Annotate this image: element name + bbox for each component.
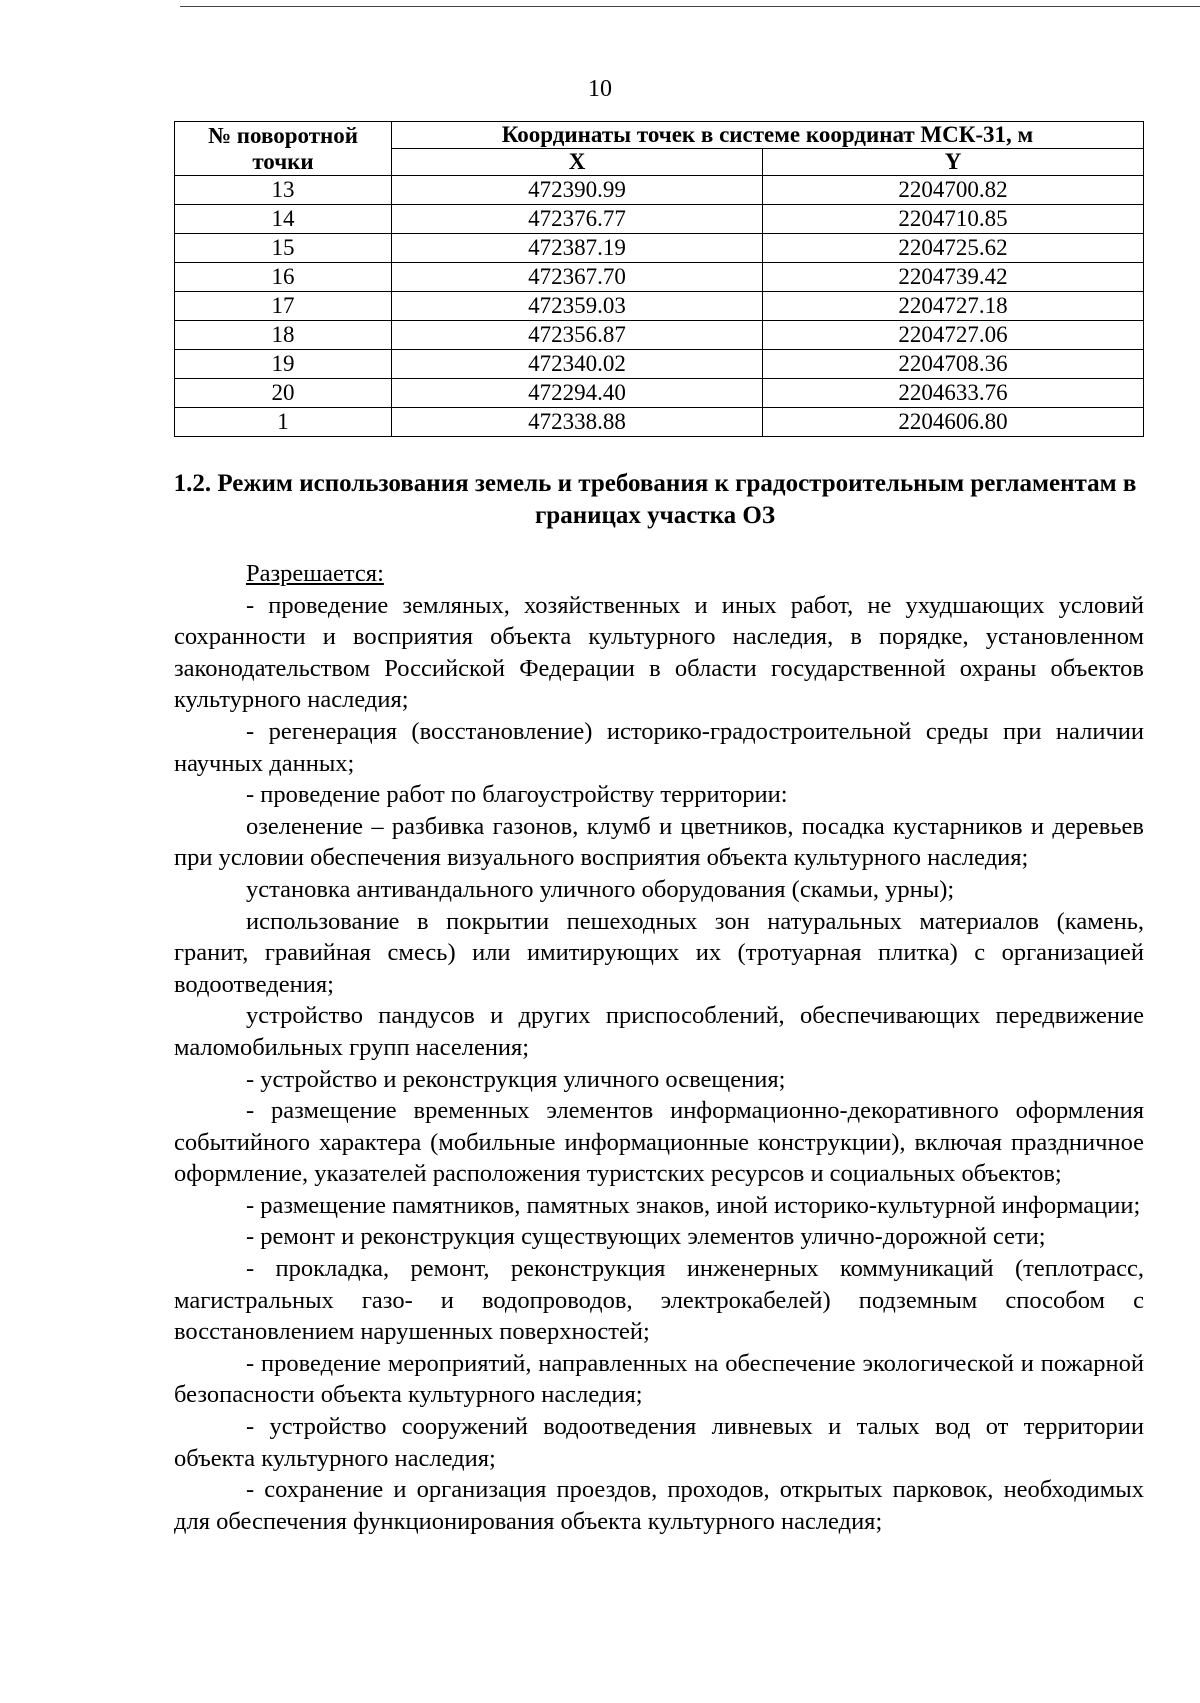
table-cell-y: 2204725.62	[763, 234, 1144, 263]
table-cell-n: 17	[175, 292, 392, 321]
table-cell-x: 472390.99	[392, 176, 763, 205]
table-cell-n: 18	[175, 321, 392, 350]
body-paragraph: устройство пандусов и других приспособлений, обеспечивающих передвижение маломобильных групп населения;	[174, 1002, 1144, 1061]
table-row	[175, 205, 1144, 234]
section-title: 1.2. Режим использования земель и требования к градостроительным регламентам в границах участка ОЗ	[173, 470, 1137, 529]
body-paragraph: установка антивандального уличного оборудования (скамьи, урны);	[246, 875, 955, 903]
body-paragraph: - проведение мероприятий, направленных на обеспечение экологической и пожарной безопасности объекта культурного наследия;	[174, 1349, 1144, 1409]
table-row	[175, 379, 1144, 408]
header-x: X	[392, 149, 763, 176]
table-row	[175, 408, 1144, 437]
table-cell-n: 15	[175, 234, 392, 263]
table-row	[175, 321, 1144, 350]
scan-top-edge-line	[180, 6, 1200, 7]
page-number: 10	[588, 76, 612, 102]
body-paragraph: - ремонт и реконструкция существующих элементов улично-дорожной сети;	[246, 1223, 1046, 1251]
body-paragraph: - проведение работ по благоустройству территории:	[246, 781, 788, 809]
header-y: Y	[763, 149, 1144, 176]
table-cell-n: 19	[175, 350, 392, 379]
body-paragraph: озеленение – разбивка газонов, клумб и цветников, посадка кустарников и деревьев при условии обеспечения визуального восприятия объекта культурного наследия;	[174, 812, 1144, 872]
table-header-row	[175, 122, 1144, 149]
body-paragraph: - регенерация (восстановление) историко-градостроительной среды при наличии научных данных;	[174, 717, 1144, 777]
table-row	[175, 263, 1144, 292]
table-cell-n: 16	[175, 263, 392, 292]
table-cell-y: 2204606.80	[763, 408, 1144, 437]
body-paragraph: - устройство и реконструкция уличного освещения;	[246, 1065, 786, 1093]
table-cell-x: 472387.19	[392, 234, 763, 263]
table-row	[175, 176, 1144, 205]
table-cell-n: 20	[175, 379, 392, 408]
table-cell-n: 1	[175, 408, 392, 437]
body-paragraph: - сохранение и организация проездов, проходов, открытых парковок, необходимых для обеспечения функционирования объекта культурного наследия;	[174, 1476, 1144, 1535]
table-body	[175, 176, 1144, 437]
table-cell-y: 2204700.82	[763, 176, 1144, 205]
table-cell-y: 2204710.85	[763, 205, 1144, 234]
body-paragraph: - прокладка, ремонт, реконструкция инженерных коммуникаций (теплотрасс, магистральных газо- и водопроводов, электрокабелей) подземным способом с восстановлением нарушенных поверхностей;	[174, 1255, 1144, 1346]
table-cell-x: 472367.70	[392, 263, 763, 292]
table-row	[175, 234, 1144, 263]
header-point-number: № поворотной точки	[175, 122, 392, 176]
header-coordinates-group: Координаты точек в системе координат МСК-31, м	[392, 122, 1144, 149]
table-row	[175, 292, 1144, 321]
table-cell-x: 472356.87	[392, 321, 763, 350]
table-cell-y: 2204739.42	[763, 263, 1144, 292]
table-cell-x: 472294.40	[392, 379, 763, 408]
table-cell-y: 2204633.76	[763, 379, 1144, 408]
table-cell-y: 2204708.36	[763, 350, 1144, 379]
body-paragraph: - размещение временных элементов информационно-декоративного оформления событийного характера (мобильные информационные конструкции), включая праздничное оформление, указателей расположения туристских ресурсов и социальных объектов;	[174, 1097, 1144, 1188]
table-cell-x: 472338.88	[392, 408, 763, 437]
table-cell-y: 2204727.18	[763, 292, 1144, 321]
table-cell-x: 472376.77	[392, 205, 763, 234]
body-paragraph: - размещение памятников, памятных знаков, иной историко-культурной информации;	[246, 1191, 1141, 1219]
body-paragraph: - проведение земляных, хозяйственных и иных работ, не ухудшающих условий сохранности и восприятия объекта культурного наследия, в порядке, установленном законодательством Российской Федерации в области государственной охраны объектов культурного наследия;	[174, 591, 1144, 714]
coordinates-table	[174, 121, 1144, 437]
table-cell-x: 472359.03	[392, 292, 763, 321]
table-cell-x: 472340.02	[392, 350, 763, 379]
table-cell-n: 14	[175, 205, 392, 234]
allowed-label: Разрешается:	[246, 560, 384, 587]
table-cell-y: 2204727.06	[763, 321, 1144, 350]
section-body	[174, 558, 1144, 1537]
table-cell-n: 13	[175, 176, 392, 205]
body-paragraph: - устройство сооружений водоотведения ливневых и талых вод от территории объекта культурного наследия;	[174, 1413, 1144, 1472]
body-paragraph: использование в покрытии пешеходных зон натуральных материалов (камень, гранит, гравийная смесь) или имитирующих их (тротуарная плитка) с организацией водоотведения;	[174, 907, 1144, 998]
table-row	[175, 350, 1144, 379]
